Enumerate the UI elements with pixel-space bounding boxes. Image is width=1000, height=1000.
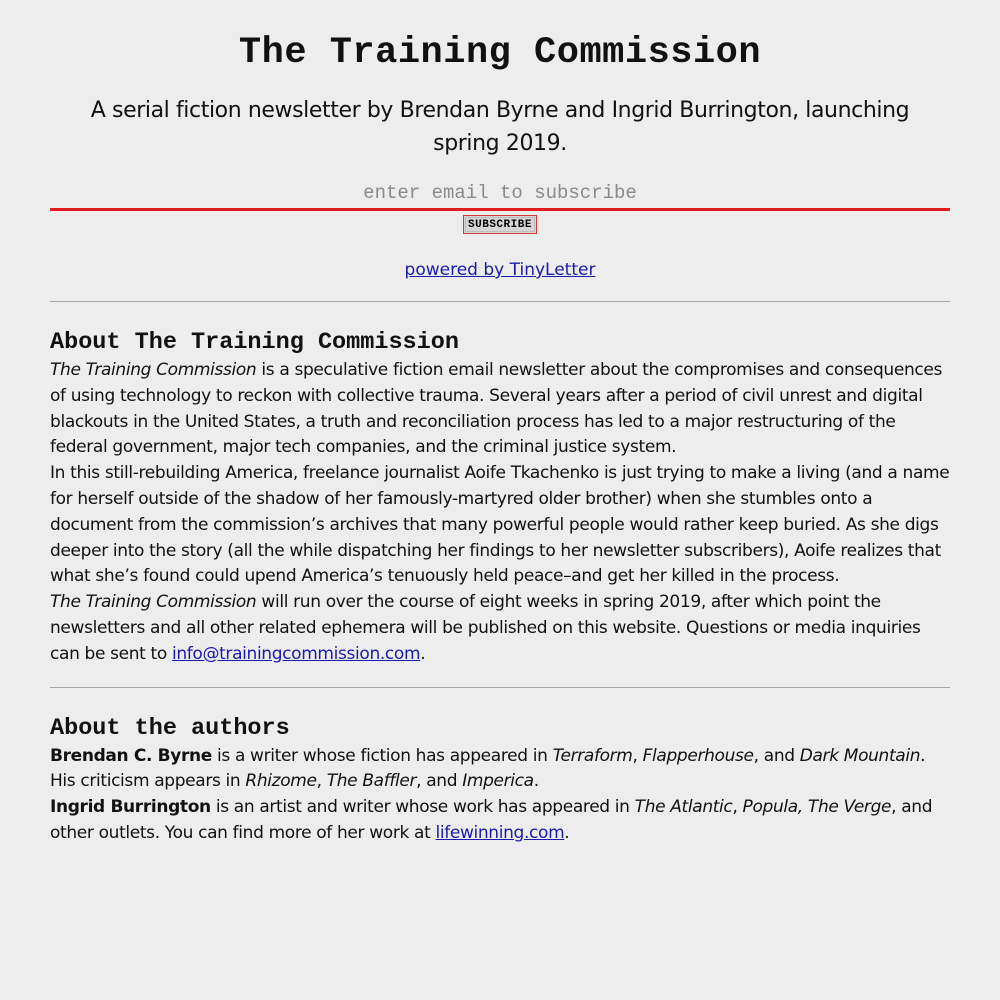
publication: Flapperhouse [642, 745, 754, 766]
divider [50, 301, 950, 302]
subscribe-form [50, 177, 950, 234]
publication: Dark Mountain [799, 745, 921, 766]
author-bio-ingrid [50, 795, 950, 847]
authors-heading: About the authors [50, 714, 290, 742]
powered-by [50, 259, 950, 281]
newsletter-title: The Training Commission [50, 592, 257, 613]
publication: Imperica [462, 771, 534, 792]
bio-text: , and other outlets. You can find more of her work at [50, 797, 933, 843]
punctuation: . [533, 771, 539, 792]
about-paragraph-3 [50, 590, 950, 667]
bio-text: is a writer whose fiction has appeared in [211, 745, 553, 766]
paragraph-text: will run over the course of eight weeks in spring 2019, after which point the newsletters and all other related ephemera will be published on this website. Questions or media inquiries can be sent to [50, 592, 921, 664]
paragraph-text: is a speculative fiction email newsletter about the compromises and consequences of using technology to reckon with collective trauma. Several years after a period of civil unrest and digital blackouts in the United States, a truth and reconciliation process has led to a major restructuring of the federal government, major tech companies, and the criminal justice system. [50, 360, 943, 458]
author-name: Brendan C. Byrne [50, 745, 212, 766]
about-paragraph-2: In this still-rebuilding America, freelance journalist Aoife Tkachenko is just trying to make a living (and a name for herself outside of the shadow of her famously-martyred older brother) when she stumbles onto a document from the commission’s archives that many powerful people would rather keep buried. As she digs deeper into the story (all the while dispatching her findings to her newsletter subscribers), Aoife realizes that what she’s found could upend America’s tenuously held peace–and get her killed in the process. [50, 463, 950, 587]
publication: Terraform [552, 745, 633, 766]
bio-text: is an artist and writer whose work has appeared in [210, 797, 635, 818]
punctuation: . [420, 643, 426, 664]
author-bio-brendan [50, 744, 950, 796]
page-container [50, 0, 950, 847]
divider [50, 687, 950, 688]
site-title: The Training Commission [238, 32, 762, 74]
lifewinning-link[interactable]: lifewinning.com [435, 822, 565, 843]
tagline: A serial fiction newsletter by Brendan Byrne and Ingrid Burrington, launching spring 2019. [90, 98, 910, 156]
punctuation: . [564, 822, 570, 843]
newsletter-title: The Training Commission [50, 360, 257, 380]
publication: Rhizome [245, 771, 317, 792]
author-name: Ingrid Burrington [50, 797, 211, 818]
tinyletter-link[interactable]: powered by TinyLetter [404, 260, 596, 280]
separator: , [632, 745, 643, 766]
about-heading: About The Training Commission [50, 329, 459, 356]
separator: , [732, 797, 743, 818]
subscribe-button[interactable]: SUBSCRIBE [463, 215, 537, 234]
publication: Popula, The Verge [742, 797, 892, 818]
bio-text: . His criticism appears in [50, 745, 926, 792]
contact-email-link[interactable]: info@trainingcommission.com [171, 643, 421, 664]
email-input[interactable] [50, 177, 950, 211]
about-paragraph-1 [50, 358, 950, 461]
separator: , and [416, 771, 463, 792]
separator: , and [753, 745, 800, 766]
publication: The Atlantic [634, 797, 733, 818]
separator: , [316, 771, 327, 792]
publication: The Baffler [326, 771, 417, 792]
